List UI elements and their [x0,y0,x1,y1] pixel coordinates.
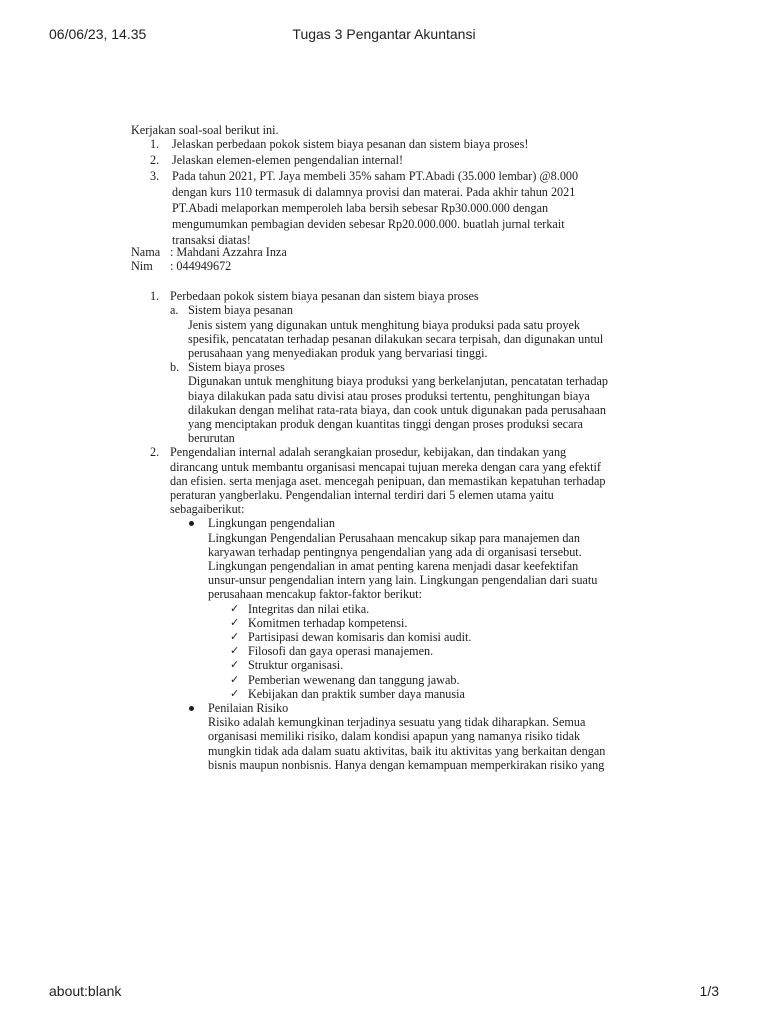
sub-text: Digunakan untuk menghitung biaya produksi yang berkelanjutan, pencatatan terhadap [188,374,608,389]
question-text: Pada tahun 2021, PT. Jaya membeli 35% saham PT.Abadi (35.000 lembar) @8.000 [172,169,579,184]
instructions: Kerjakan soal-soal berikut ini. [131,123,279,137]
element-text: unsur-unsur pengendalian intern yang lain. Lingkungan pengendalian dari suatu [208,573,598,588]
answer-title: Perbedaan pokok sistem biaya pesanan dan sistem biaya proses [170,289,479,304]
element-text: Lingkungan Pengendalian Perusahaan mencakup sikap para manajemen dan [208,530,580,545]
question-number: 2. [150,153,160,168]
print-url: about:blank [49,983,122,999]
answer-number: 1. [150,289,160,304]
name-value: : Mahdani Azzahra Inza [170,245,287,260]
checkmark-icon: ✓ [230,630,240,644]
sub-label: b. [170,360,180,375]
element-text: Risiko adalah kemungkinan terjadinya sesuatu yang tidak diharapkan. Semua [208,715,586,730]
checkmark-icon: ✓ [230,658,240,672]
question-text: mengumumkan pembagian deviden sebesar Rp20.000.000. buatlah jurnal terkait [172,217,565,232]
factor-item: Filosofi dan gaya operasi manajemen. [248,644,434,659]
question-text: Jelaskan perbedaan pokok sistem biaya pesanan dan sistem biaya proses! [172,137,529,152]
question-number: 3. [150,169,160,184]
checkmark-icon: ✓ [230,672,240,686]
question-text: PT.Abadi melaporkan memperoleh laba bersih sebesar Rp30.000.000 dengan [172,201,549,216]
bullet-dot-icon [189,521,194,526]
answer-text: sebagaiberikut: [170,502,245,517]
factor-item: Partisipasi dewan komisaris dan komisi audit. [248,630,472,645]
factor-item: Kebijakan dan praktik sumber daya manusia [248,686,465,701]
checkmark-icon: ✓ [230,686,240,700]
sub-title: Sistem biaya proses [188,360,285,375]
factor-item: Pemberian wewenang dan tanggung jawab. [248,672,460,687]
question-text: transaksi diatas! [172,233,251,248]
sub-text: perusahaan yang menyediakan produk yang bervariasi tinggi. [188,346,488,361]
checkmark-icon: ✓ [230,601,240,615]
nim-value: : 044949672 [170,259,232,274]
question-text: dengan kurs 110 termasuk di dalamnya provisi dan materai. Pada akhir tahun 2021 [172,185,576,200]
nim-label: Nim [131,259,153,274]
checkmark-icon: ✓ [230,644,240,658]
print-date: 06/06/23, 14.35 [49,26,147,42]
element-title: Lingkungan pengendalian [208,516,335,531]
print-title: Tugas 3 Pengantar Akuntansi [292,26,476,42]
sub-label: a. [170,303,179,318]
question-text: Jelaskan elemen-elemen pengendalian internal! [172,153,404,168]
element-text: bisnis maupun nonbisnis. Hanya dengan kemampuan memperkirakan risiko yang [208,757,605,772]
factor-item: Komitmen terhadap kompetensi. [248,615,408,630]
answer-number: 2. [150,445,160,460]
sub-text: Jenis sistem yang digunakan untuk menghitung biaya produksi pada satu proyek [188,317,580,332]
element-text: karyawan terhadap pentingnya pengendalian yang ada di organisasi tersebut. [208,544,582,559]
answer-text: peraturan yangberlaku. Pengendalian internal terdiri dari 5 elemen utama yaitu [170,488,554,503]
sub-text: yang menciptakan produk dengan kuantitas tinggi dengan proses produksi secara [188,417,583,432]
page-number: 1/3 [699,983,719,999]
bullet-dot-icon [189,706,194,711]
factor-item: Integritas dan nilai etika. [248,601,370,616]
element-text: organisasi memiliki risiko, dalam kondisi apapun yang namanya risiko tidak [208,729,581,744]
sub-text: biaya dilakukan pada satu divisi atau proses produksi tertentu, penghitungan biaya [188,388,590,403]
question-number: 1. [150,137,160,152]
sub-text: spesifik, pencatatan terhadap pesanan dilakukan secara terpisah, dan digunakan untul [188,331,604,346]
sub-text: berurutan [188,431,235,446]
answer-text: dan efisien. serta menjaga aset. mencegah penipuan, dan memastikan kepatuhan terhadap [170,473,606,488]
sub-text: dilakukan dengan melihat rata-rata biaya, dan cook untuk digunakan pada perusahaan [188,402,606,417]
checkmark-icon: ✓ [230,615,240,629]
element-text: perusahaan mencakup faktor-faktor berikut: [208,587,422,602]
sub-title: Sistem biaya pesanan [188,303,293,318]
answer-text: Pengendalian internal adalah serangkaian prosedur, kebijakan, dan tindakan yang [170,445,567,460]
name-label: Nama [131,245,161,260]
element-text: mungkin tidak ada dalam suatu aktivitas, baik itu aktivitas yang berkaitan dengan [208,743,606,758]
element-title: Penilaian Risiko [208,701,289,716]
answer-text: dirancang untuk membantu organisasi mencapai tujuan mereka dengan cara yang efektif [170,459,601,474]
element-text: Lingkungan pengendalian in amat penting karena menjadi dasar keefektifan [208,559,579,574]
factor-item: Struktur organisasi. [248,658,344,673]
